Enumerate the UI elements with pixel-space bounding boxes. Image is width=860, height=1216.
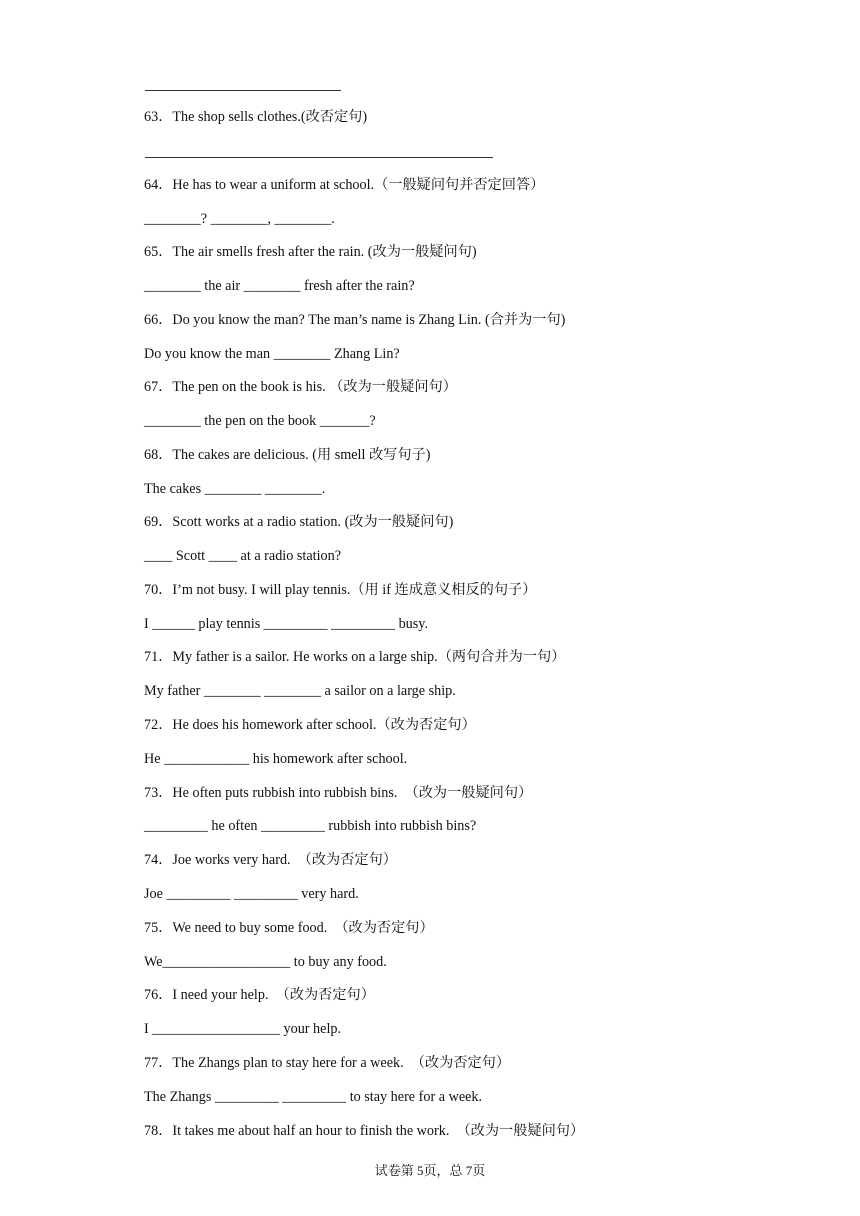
question-number: 69 (144, 514, 159, 530)
answer-69: ____ Scott ____ at a radio station? (144, 548, 342, 564)
question-text: Do you know the man? The man’s name is Zhang Lin. (合并为一句) (172, 312, 566, 328)
question-number: 76 (144, 987, 159, 1003)
answer-67: ________ the pen on the book _______? (144, 413, 376, 429)
answer-72: He ____________ his homework after school. (144, 751, 408, 767)
question-number: 64 (144, 177, 159, 193)
question-text: The shop sells clothes.(改否定句) (172, 109, 368, 125)
question-number: 74 (144, 852, 159, 868)
question-number: 63 (144, 109, 159, 125)
question-number: 77 (144, 1055, 159, 1071)
question-66: 66．Do you know the man? The man’s name is Zhang Lin. (合并为一句) (144, 312, 566, 328)
question-75: 75．We need to buy some food. （改为否定句） (144, 920, 434, 936)
question-number: 72 (144, 717, 159, 733)
question-number: 71 (144, 649, 159, 665)
question-text: He has to wear a uniform at school.（一般疑问句并否定回答） (172, 177, 545, 193)
question-number: 73 (144, 785, 159, 801)
question-72: 72．He does his homework after school.（改为否定句） (144, 717, 476, 733)
question-73: 73．He often puts rubbish into rubbish bins. （改为一般疑问句） (144, 785, 533, 801)
question-text: My father is a sailor. He works on a large ship.（两句合并为一句） (172, 649, 566, 665)
answer-70: I ______ play tennis _________ _________ busy. (144, 616, 428, 632)
question-69: 69．Scott works at a radio station. (改为一般疑问句) (144, 514, 454, 530)
question-number: 78 (144, 1123, 159, 1139)
question-number: 70 (144, 582, 159, 598)
question-text: The cakes are delicious. (用 smell 改写句子) (172, 447, 431, 463)
answer-77: The Zhangs _________ _________ to stay here for a week. (144, 1089, 483, 1105)
question-text: The air smells fresh after the rain. (改为一般疑问句) (172, 244, 477, 260)
question-text: He often puts rubbish into rubbish bins. （改为一般疑问句） (172, 785, 533, 801)
answer-68: The cakes ________ ________. (144, 481, 326, 497)
question-76: 76．I need your help. （改为否定句） (144, 987, 375, 1003)
question-text: The pen on the book is his. （改为一般疑问句） (172, 379, 457, 395)
answer-line-prev (145, 90, 341, 91)
question-64: 64．He has to wear a uniform at school.（一般疑问句并否定回答） (144, 177, 545, 193)
answer-74: Joe _________ _________ very hard. (144, 886, 359, 902)
answer-75: We__________________ to buy any food. (144, 954, 387, 970)
question-71: 71．My father is a sailor. He works on a large ship.（两句合并为一句） (144, 649, 566, 665)
question-text: I need your help. （改为否定句） (172, 987, 375, 1003)
question-number: 65 (144, 244, 159, 260)
answer-66: Do you know the man ________ Zhang Lin? (144, 346, 400, 362)
question-text: The Zhangs plan to stay here for a week. （改为否定句） (172, 1055, 511, 1071)
question-text: I’m not busy. I will play tennis.（用 if 连成意义相反的句子） (172, 582, 537, 598)
question-text: We need to buy some food. （改为否定句） (172, 920, 434, 936)
answer-73: _________ he often _________ rubbish into rubbish bins? (144, 818, 477, 834)
page-footer: 试卷第 5页，总 7页 (374, 1163, 486, 1178)
answer-76: I __________________ your help. (144, 1021, 342, 1037)
question-70: 70．I’m not busy. I will play tennis.（用 if 连成意义相反的句子） (144, 582, 537, 598)
question-number: 66 (144, 312, 159, 328)
question-65: 65．The air smells fresh after the rain. (改为一般疑问句) (144, 244, 477, 260)
answer-65: ________ the air ________ fresh after the rain? (144, 278, 415, 294)
question-number: 75 (144, 920, 159, 936)
question-67: 67．The pen on the book is his. （改为一般疑问句） (144, 379, 457, 395)
question-63: 63．The shop sells clothes.(改否定句) (144, 109, 368, 125)
question-text: Joe works very hard. （改为否定句） (172, 852, 397, 868)
question-78: 78．It takes me about half an hour to finish the work. （改为一般疑问句） (144, 1123, 585, 1139)
question-number: 68 (144, 447, 159, 463)
answer-71: My father ________ ________ a sailor on a large ship. (144, 683, 456, 699)
question-77: 77．The Zhangs plan to stay here for a week. （改为否定句） (144, 1055, 511, 1071)
question-74: 74．Joe works very hard. （改为否定句） (144, 852, 397, 868)
question-68: 68．The cakes are delicious. (用 smell 改写句子) (144, 447, 431, 463)
question-text: It takes me about half an hour to finish the work. （改为一般疑问句） (172, 1123, 585, 1139)
answer-line-63 (145, 157, 493, 158)
answer-64: ________? ________, ________. (144, 211, 335, 227)
question-text: He does his homework after school.（改为否定句） (172, 717, 476, 733)
question-number: 67 (144, 379, 159, 395)
question-text: Scott works at a radio station. (改为一般疑问句) (172, 514, 454, 530)
